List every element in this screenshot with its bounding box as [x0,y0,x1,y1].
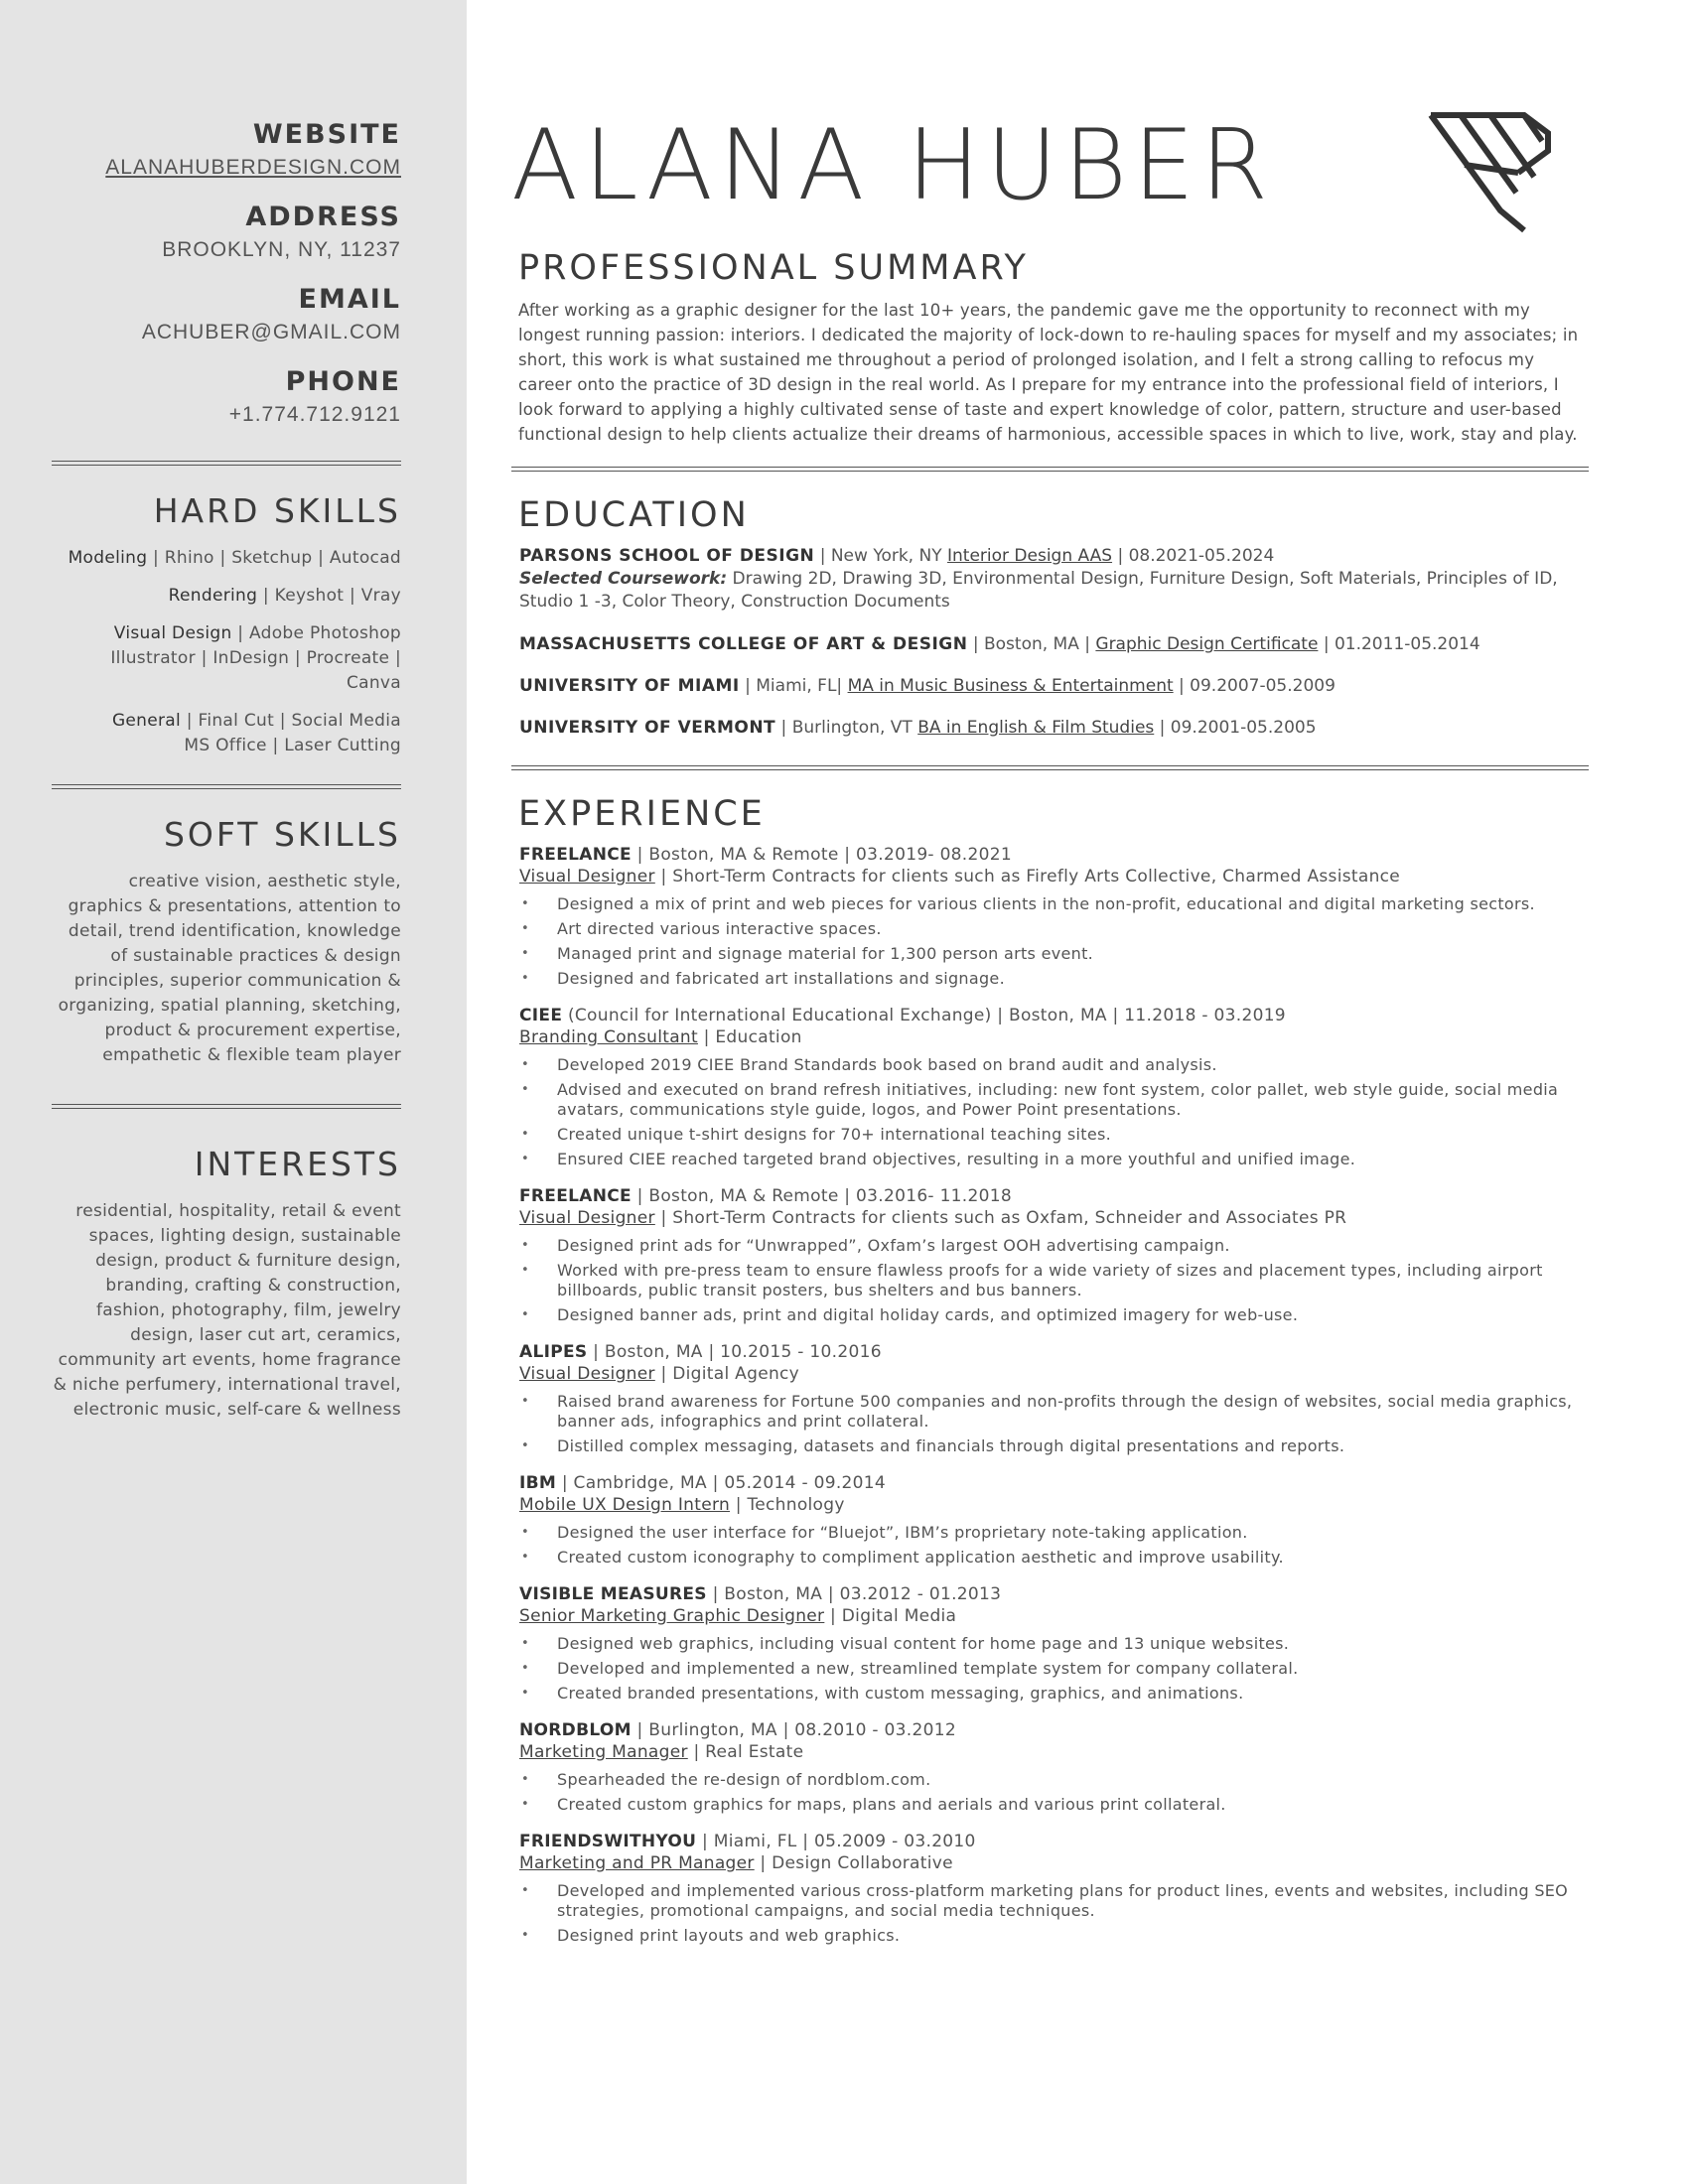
skill-group [52,621,401,696]
job-entry [519,1472,1589,1568]
job-bullets [519,1392,1589,1456]
job-entry [519,1719,1589,1815]
experience-section [511,794,1589,1946]
list-item: • Spearheaded the re-design of nordblom.com. [519,1770,1589,1790]
job-entry [519,844,1589,989]
list-item: • Developed and implemented various cross-platform marketing plans for product lines, events and websites, including SEO strategies, promotional campaigns, and social media techniques. [519,1881,1589,1921]
job-meta: | Burlington, MA | 08.2010 - 03.2012 [631,1720,956,1740]
job-title: Branding Consultant [519,1027,698,1047]
degree: MA in Music Business & Entertainment [847,676,1174,696]
interests-section [52,1145,401,1423]
interests-title: INTERESTS [194,1145,401,1183]
job-role-meta: | Short-Term Contracts for clients such as Oxfam, Schneider and Associates PR [654,1208,1347,1228]
company-name: FREELANCE [519,845,632,865]
job-meta: | Boston, MA & Remote | 03.2019- 08.2021 [631,845,1012,865]
school-location: | New York, NY [814,546,947,566]
job-role-line [519,1026,1589,1049]
job-entry [519,1005,1589,1169]
list-item: • Worked with pre-press team to ensure flawless proofs for a wide variety of sizes and placement types, including airport billboards, public transit posters, bus shelters and bus banners. [519,1261,1589,1300]
job-title: Senior Marketing Graphic Designer [519,1606,825,1626]
list-item: • Designed banner ads, print and digital holiday cards, and optimized imagery for web-use. [519,1305,1589,1325]
list-item: • Designed web graphics, including visual content for home page and 13 unique websites. [519,1634,1589,1654]
list-item: • Designed print ads for “Unwrapped”, Oxfam’s largest OOH advertising campaign. [519,1236,1589,1256]
job-bullets [519,1881,1589,1946]
school-name: UNIVERSITY OF VERMONT [519,718,776,738]
degree: Graphic Design Certificate [1095,634,1319,654]
education-section [511,495,1589,740]
skill-group-items: | Adobe Photoshop [237,623,401,643]
divider [52,461,401,466]
job-title: Visual Designer [519,867,655,887]
coursework [519,568,1589,614]
job-title: Marketing Manager [519,1742,688,1762]
job-header [519,1185,1589,1207]
list-item: • Advised and executed on brand refresh initiatives, including: new font system, color pallet, web style guide, social media avatars, communications style guide, logos, and Power Point presentations. [519,1080,1589,1120]
job-role-meta: | Education [697,1027,802,1047]
list-item: • Ensured CIEE reached targeted brand objectives, resulting in a more youthful and unified image. [519,1150,1589,1169]
job-role-line [519,866,1589,888]
dates: | 09.2001-05.2005 [1154,718,1317,738]
school-name: UNIVERSITY OF MIAMI [519,676,740,696]
job-role-line [519,1494,1589,1517]
job-header [519,1583,1589,1605]
job-title: Visual Designer [519,1364,655,1384]
dates: | 09.2007-05.2009 [1173,676,1336,696]
job-role-line [519,1852,1589,1875]
company-name: FREELANCE [519,1186,632,1206]
school-location: | Boston, MA | [967,634,1096,654]
job-header [519,1005,1589,1026]
list-item: • Developed 2019 CIEE Brand Standards book based on brand audit and analysis. [519,1055,1589,1075]
skill-group-label: General [111,711,182,731]
job-title: Visual Designer [519,1208,655,1228]
job-role-meta: | Technology [730,1495,845,1515]
company-name: ALIPES [519,1342,588,1362]
education-entry [519,717,1589,740]
job-bullets [519,894,1589,989]
skill-group-items: Illustrator | InDesign | Procreate | Canva [110,648,401,693]
sidebar [0,0,467,2184]
website-link[interactable]: ALANAHUBERDESIGN.COM [105,156,401,179]
job-meta: | Boston, MA & Remote | 03.2016- 11.2018 [631,1186,1012,1206]
email-value: ACHUBER@GMAIL.COM [141,321,401,343]
ah-monogram-icon [1425,107,1559,236]
company-name: FRIENDSWITHYOU [519,1832,697,1851]
education-entry [519,545,1589,568]
job-bullets [519,1055,1589,1169]
job-role-line [519,1605,1589,1628]
list-item: • Distilled complex messaging, datasets and financials through digital presentations and reports. [519,1436,1589,1456]
interests-text: residential, hospitality, retail & event spaces, lighting design, sustainable design, product & furniture design, branding, crafting & construction, fashion, photography, film, jewelry design, laser cut art, ceramics, community art events, home fragrance & niche perfumery, international travel, electronic music, self-care & wellness [53,1201,401,1420]
coursework-text: Drawing 2D, Drawing 3D, Environmental Design, Furniture Design, Soft Materials, Principles of ID, Studio 1 -3, Color Theory, Construction Documents [519,569,1558,612]
job-role-meta: | Digital Media [824,1606,957,1626]
job-role-meta: | Digital Agency [654,1364,800,1384]
skill-group-label: Visual Design [113,623,232,643]
job-meta: | Cambridge, MA | 05.2014 - 09.2014 [556,1473,887,1493]
soft-skills-text: creative vision, aesthetic style, graphics & presentations, attention to detail, trend identification, knowledge of sustainable practices & design principles, superior communication & organizing, spatial planning, sketching, product & procurement expertise, empathetic & flexible team player [58,872,401,1065]
job-title: Mobile UX Design Intern [519,1495,731,1515]
list-item: • Raised brand awareness for Fortune 500 companies and non-profits through the design of websites, social media graphics, banner ads, infographics and print collateral. [519,1392,1589,1432]
job-meta: | Boston, MA | 03.2012 - 01.2013 [706,1584,1002,1604]
degree: Interior Design AAS [947,546,1113,566]
company-name: CIEE [519,1006,563,1025]
list-item: • Designed the user interface for “Bluejot”, IBM’s proprietary note-taking application. [519,1523,1589,1543]
education-entry [519,633,1589,656]
job-header [519,1472,1589,1494]
list-item: • Designed a mix of print and web pieces for various clients in the non-profit, educational and digital marketing sectors. [519,894,1589,914]
email-label: EMAIL [298,284,401,315]
soft-skills-title: SOFT SKILLS [163,815,401,854]
address-value: BROOKLYN, NY, 11237 [162,238,401,261]
experience-title: EXPERIENCE [518,794,766,834]
soft-skills-section [52,815,401,1068]
skill-group-items: MS Office | Laser Cutting [184,736,401,755]
page-title: ALANA HUBER [511,109,1275,222]
list-item: • Created branded presentations, with custom messaging, graphics, and animations. [519,1684,1589,1704]
list-item: • Art directed various interactive spaces. [519,919,1589,939]
skill-group-items: | Keyshot | Vray [262,586,401,606]
job-role-meta: | Short-Term Contracts for clients such as Firefly Arts Collective, Charmed Assistance [654,867,1401,887]
job-meta: | Miami, FL | 05.2009 - 03.2010 [696,1832,976,1851]
summary-title: PROFESSIONAL SUMMARY [518,248,1029,288]
header [511,99,1589,248]
job-entry [519,1341,1589,1456]
list-item: • Created custom iconography to compliment application aesthetic and improve usability. [519,1548,1589,1568]
job-header [519,844,1589,866]
list-item: • Designed print layouts and web graphics. [519,1926,1589,1946]
job-role-line [519,1741,1589,1764]
skill-group [52,546,401,571]
job-bullets [519,1634,1589,1704]
job-meta: (Council for International Educational Exchange) | Boston, MA | 11.2018 - 03.2019 [562,1006,1286,1025]
degree: BA in English & Film Studies [917,718,1155,738]
job-header [519,1341,1589,1363]
job-title: Marketing and PR Manager [519,1853,755,1873]
job-entry [519,1185,1589,1325]
skill-group-items: | Final Cut | Social Media [186,711,401,731]
job-role-meta: | Real Estate [687,1742,804,1762]
hard-skills-section [52,491,401,758]
school-location: | Burlington, VT [775,718,918,738]
job-entry [519,1583,1589,1704]
education-title: EDUCATION [518,495,750,535]
main-content [511,99,1589,1951]
address-label: ADDRESS [245,202,401,232]
divider [511,467,1589,472]
divider [52,1104,401,1109]
list-item: • Created custom graphics for maps, plans and aerials and various print collateral. [519,1795,1589,1815]
school-name: MASSACHUSETTS COLLEGE OF ART & DESIGN [519,634,968,654]
dates: | 01.2011-05.2014 [1318,634,1480,654]
skill-group [52,709,401,758]
hard-skills-title: HARD SKILLS [153,491,401,530]
skill-group-items: | Rhino | Sketchup | Autocad [153,548,401,568]
school-location: | Miami, FL| [739,676,848,696]
company-name: NORDBLOM [519,1720,632,1740]
job-bullets [519,1523,1589,1568]
job-meta: | Boston, MA | 10.2015 - 10.2016 [587,1342,882,1362]
list-item: • Developed and implemented a new, streamlined template system for company collateral. [519,1659,1589,1679]
divider [52,784,401,789]
skill-group-label: Modeling [68,548,148,568]
job-role-line [519,1363,1589,1386]
job-header [519,1719,1589,1741]
job-header [519,1831,1589,1852]
summary-text: After working as a graphic designer for the last 10+ years, the pandemic gave me the opportunity to reconnect with my longest running passion: interiors. I dedicated the majority of lock-down to re-hauling spaces for myself and my associates; in short, this work is what sustained me throughout a period of prolonged isolation, and I felt a strong calling to refocus my career onto the practice of 3D design in the real world. As I prepare for my entrance into the professional field of interiors, I look forward to applying a highly cultivated sense of taste and expert knowledge of color, pattern, structure and user-based functional design to help clients actualize their dreams of harmonious, accessible spaces in which to live, work, stay and play. [518,301,1579,444]
dates: | 08.2021-05.2024 [1112,546,1275,566]
company-name: VISIBLE MEASURES [519,1584,707,1604]
divider [511,765,1589,770]
job-list [511,844,1589,1946]
school-name: PARSONS SCHOOL OF DESIGN [519,546,815,566]
job-bullets [519,1236,1589,1325]
list-item: • Designed and fabricated art installations and signage. [519,969,1589,989]
phone-value: +1.774.712.9121 [228,403,401,426]
job-entry [519,1831,1589,1946]
education-entry [519,675,1589,698]
sidebar-content [52,119,401,1423]
job-role-line [519,1207,1589,1230]
job-role-meta: | Design Collaborative [754,1853,953,1873]
phone-label: PHONE [285,366,401,397]
list-item: • Managed print and signage material for 1,300 person arts event. [519,944,1589,964]
contact-section [52,119,401,427]
company-name: IBM [519,1473,557,1493]
job-bullets [519,1770,1589,1815]
website-label: WEBSITE [252,119,401,150]
list-item: • Created unique t-shirt designs for 70+ international teaching sites. [519,1125,1589,1145]
skill-group [52,584,401,609]
skill-group-label: Rendering [168,586,258,606]
coursework-label: Selected Coursework: [519,569,728,589]
